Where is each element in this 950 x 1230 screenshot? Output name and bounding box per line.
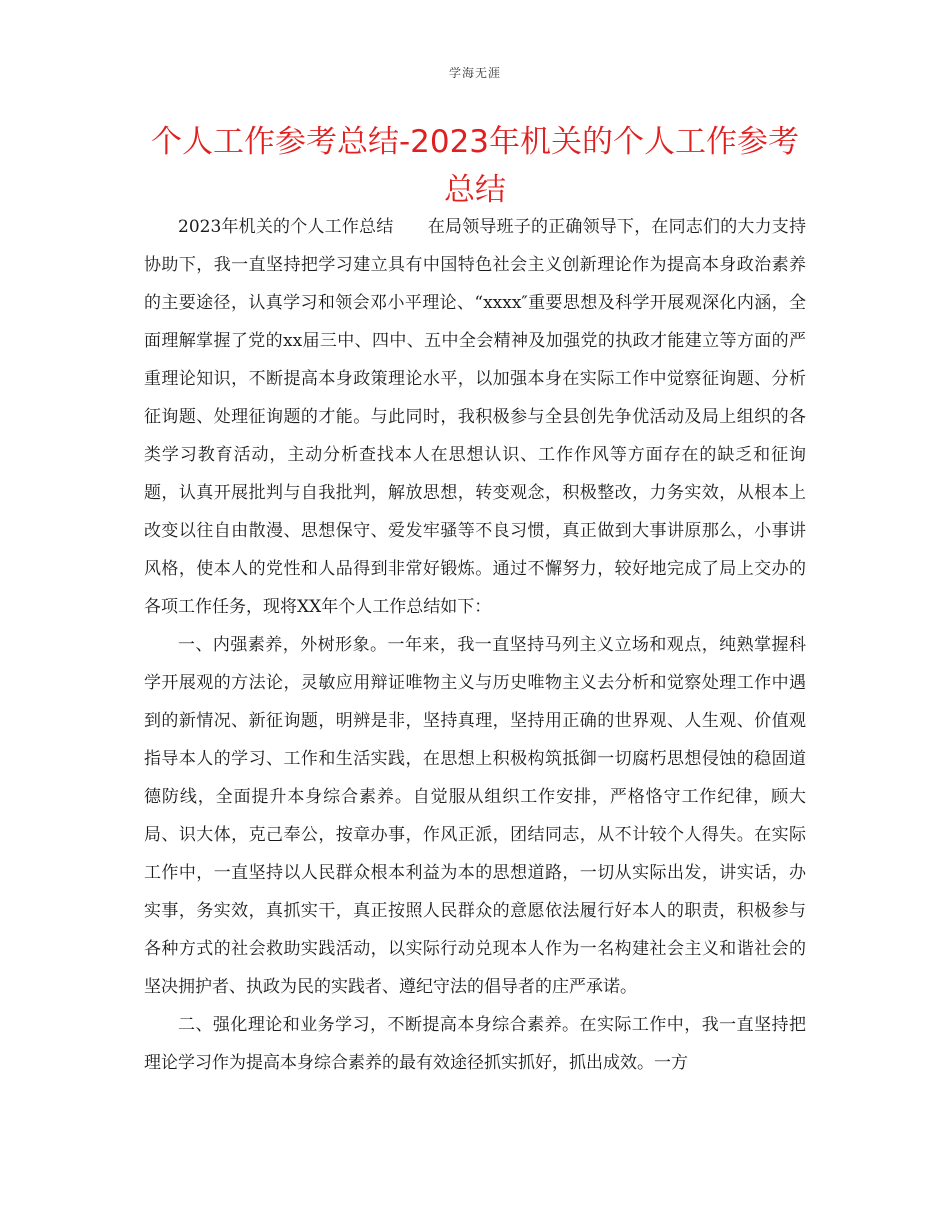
paragraph-section-two: 二、强化理论和业务学习，不断提高本身综合素养。在实际工作中，我一直坚持把理论学习作为提高本身综合素养的最有效途径抓实抓好，抓出成效。一方 (144, 1015, 806, 1073)
page-header: 学海无涯 (448, 66, 501, 80)
document-body (144, 208, 806, 1082)
paragraph-intro: 2023年机关的个人工作总结 在局领导班子的正确领导下，在同志们的大力支持协助下，我一直坚持把学习建立具有中国特色社会主义创新理论作为提高本身政治素养的主要途径，认真学习和领会邓小平理论、“xxxx″重要思想及科学开展观深化内涵，全面理解掌握了党的xx届三中、四中、五中全会精神及加强党的执政才能建立等方面的严重理论知识，不断提高本身政策理论水平，以加强本身在实际工作中觉察征询题、分析征询题、处理征询题的才能。与此同时，我积极参与全县创先争优活动及局上组织的各类学习教育活动，主动分析查找本人在思想认识、工作作风等方面存在的缺乏和征询题，认真开展批判与自我批判，解放思想，转变观念，积极整改，力务实效，从根本上改变以往自由散漫、思想保守、爱发牢骚等不良习惯，真正做到大事讲原那么，小事讲风格，使本人的党性和人品得到非常好锻炼。通过不懈努力，较好地完成了局上交办的各项工作任务，现将XX年个人工作总结如下： (144, 217, 806, 617)
paragraph-section-one: 一、内强素养，外树形象。一年来，我一直坚持马列主义立场和观点，纯熟掌握科学开展观的方法论，灵敏应用辩证唯物主义与历史唯物主义去分析和觉察处理工作中遇到的新情况、新征询题，明辨是非，坚持真理，坚持用正确的世界观、人生观、价值观指导本人的学习、工作和生活实践，在思想上积极构筑抵御一切腐朽思想侵蚀的稳固道德防线，全面提升本身综合素养。自觉服从组织工作安排，严格恪守工作纪律，顾大局、识大体，克己奉公，按章办事，作风正派，团结同志，从不计较个人得失。在实际工作中，一直坚持以人民群众根本利益为本的思想道路，一切从实际出发，讲实话，办实事，务实效，真抓实干，真正按照人民群众的意愿依法履行好本人的职责，积极参与各种方式的社会救助实践活动，以实际行动兑现本人作为一名构建社会主义和谐社会的坚决拥护者、执政为民的实践者、遵纪守法的倡导者的庄严承诺。 (144, 635, 806, 997)
document-title: 个人工作参考总结-2023年机关的个人工作参考总结 (150, 124, 800, 208)
